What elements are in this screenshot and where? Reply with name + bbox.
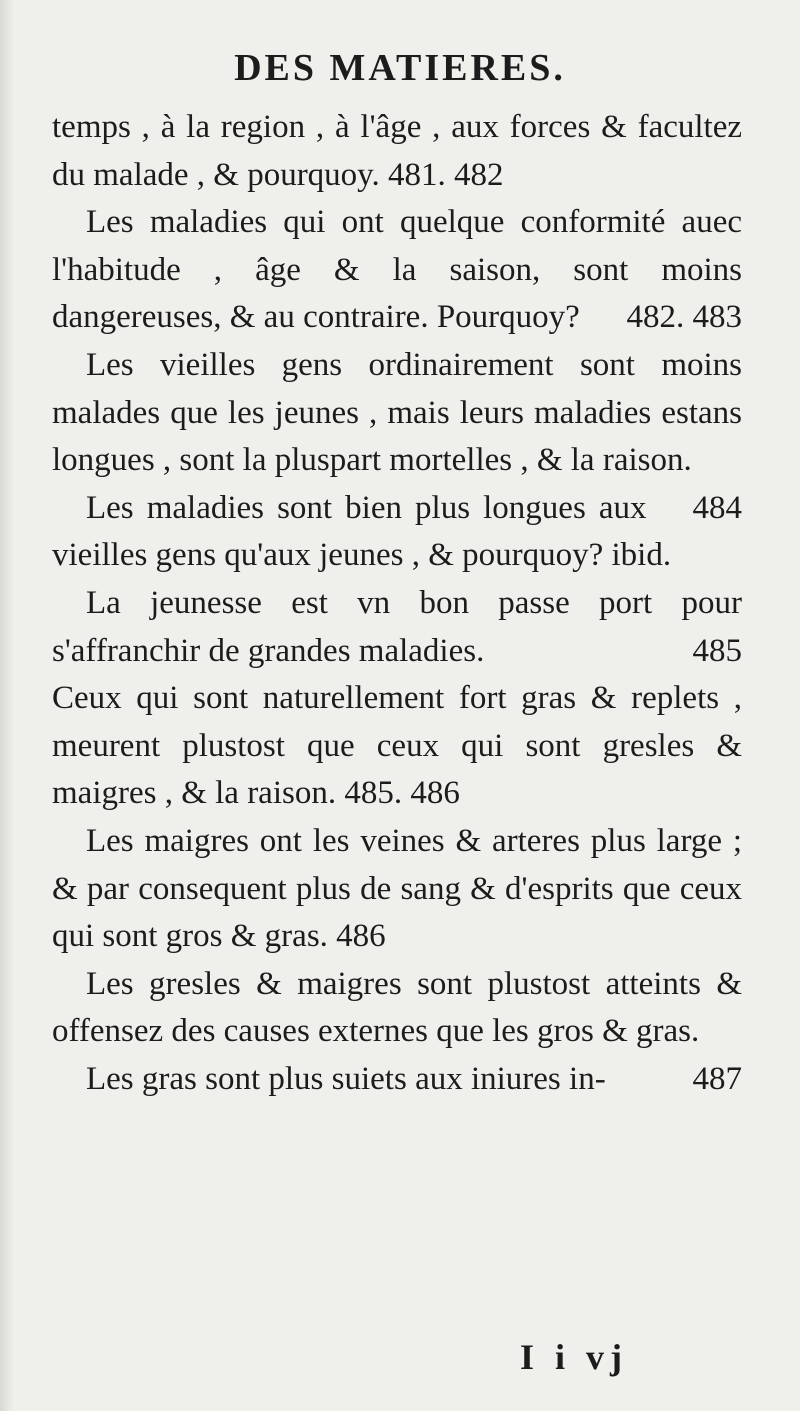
index-entry (52, 818, 742, 961)
page-header: DES MATIERES. (234, 47, 566, 89)
index-entry (52, 199, 742, 342)
signature-mark: I i vj (520, 1337, 628, 1377)
entry-text: Les maigres ont les veines & arteres plus large ; & par consequent plus de sang & d'esprits que ceux qui sont gros & gras. 486 (52, 822, 742, 955)
index-entry (52, 342, 742, 526)
page-reference: 484 (692, 489, 742, 526)
page-reference: 485 (692, 632, 742, 669)
index-text (52, 104, 742, 1103)
index-entry (52, 104, 742, 199)
entry-text: Les maladies qui ont quelque conformité auec l'habitude , âge & la saison, sont moins dangereuses, & au contraire. Pourquoy? (52, 204, 742, 336)
page-reference: 482. 483 (626, 299, 742, 336)
index-entry (52, 485, 742, 580)
entry-text: Les maladies sont bien plus longues aux vieilles gens qu'aux jeunes , & pourquoy? ibid. (52, 489, 672, 574)
entry-text: Les gras sont plus suiets aux iniures in- (86, 1060, 606, 1097)
page-reference: 487 (692, 1060, 742, 1097)
index-entry (52, 580, 742, 675)
index-entry (52, 675, 742, 818)
index-entry (52, 1056, 742, 1104)
entry-text: Les vieilles gens ordinairement sont moins malades que les jeunes , mais leurs maladies estans longues , sont la pluspart mortelles , & la raison. (52, 346, 742, 479)
entry-text: Ceux qui sont naturellement fort gras & replets , meurent plustost que ceux qui sont gresles & maigres , & la raison. 485. 486 (52, 680, 742, 812)
entry-text: La jeunesse est vn bon passe port pour s'affranchir de grandes maladies. (52, 584, 742, 669)
entry-text: Les gresles & maigres sont plustost atteints & offensez des causes externes que les gros & gras. (52, 965, 742, 1050)
entry-text: temps , à la region , à l'âge , aux forces & facultez du malade , & pourquoy. 481. 482 (52, 109, 742, 193)
